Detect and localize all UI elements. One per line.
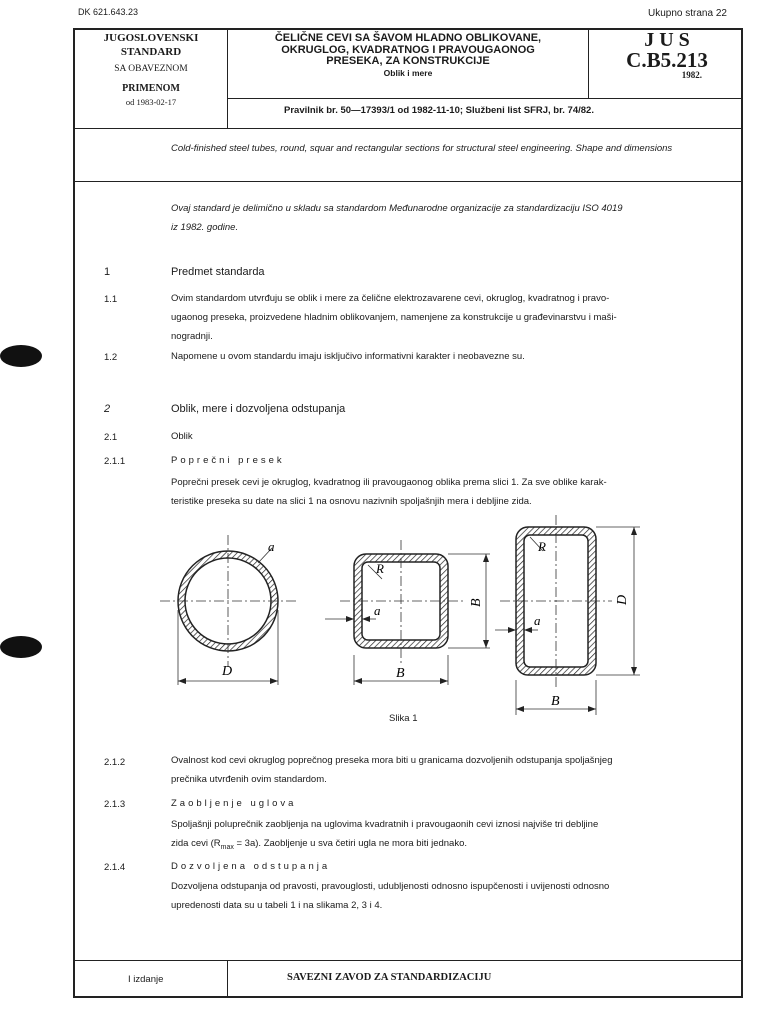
- header-left-line: JUGOSLOVENSKI: [103, 32, 199, 44]
- text-line: upredenosti data su u tabeli 1 i na slikama 2, 3 i 4.: [171, 900, 383, 911]
- footer-col-divider: [227, 960, 228, 998]
- intro-line: iz 1982. godine.: [171, 222, 239, 233]
- standard-type-block: [76, 31, 226, 109]
- text-line: Spoljašnji poluprečnik zaobljenja na uglovima kvadratnih i pravougaonih cevi iznosi najviše tri debljine: [171, 819, 599, 830]
- section-text: [171, 877, 727, 915]
- label-d-rect: D: [615, 594, 630, 605]
- section-text: [171, 751, 727, 789]
- header-left-line: SA OBAVEZNOM: [114, 64, 188, 74]
- text-line: Ovalnost kod cevi okruglog poprečnog preseka mora biti u granicama dozvoljenih odstupanja spoljašnjeg: [171, 755, 613, 766]
- subscript-max: max: [220, 843, 234, 851]
- section-title: Poprečni presek: [171, 455, 285, 466]
- section-text: [171, 473, 727, 511]
- text-line: Dozvoljena odstupanja od pravosti, pravouglosti, udubljenosti odnosno ispupčenosti i uvijenosti odnosno: [171, 881, 610, 892]
- figure-1-cross-sections: [150, 515, 660, 725]
- label-d-round: D: [222, 664, 233, 679]
- header-divider: [73, 128, 743, 129]
- section-number: 2.1: [104, 432, 118, 443]
- title-line: OKRUGLOG, KVADRATNOG I PRAVOUGAONOG: [281, 43, 535, 56]
- header-col-divider-left: [227, 28, 228, 128]
- header-mid-divider: [227, 98, 742, 99]
- text-line: prečnika utvrđenih ovim standardom.: [171, 774, 327, 785]
- text-line: teristike preseka su date na slici 1 na osnovu nazivnih spoljašnjih mera i debljine zida.: [171, 496, 532, 507]
- header-col-divider-right: [588, 28, 589, 98]
- label-r-square: R: [376, 561, 384, 576]
- header-left-line: PRIMENOM: [122, 83, 180, 94]
- punch-hole-mark: [0, 636, 42, 658]
- label-a-square: a: [374, 603, 381, 618]
- label-b-rect: B: [551, 694, 560, 709]
- english-title: Cold-finished steel tubes, round, squar and rectangular sections for structural steel engineering. Shape and dimensions: [171, 143, 673, 154]
- standard-number: C.B5.213: [626, 48, 708, 72]
- title-subtitle: Oblik i mere: [383, 67, 433, 78]
- text-line: nogradnji.: [171, 331, 213, 342]
- intro-line: Ovaj standard je delimično u skladu sa standardom Međunarodne organizacije za standardizaciju ISO 4019: [171, 203, 623, 214]
- section-number: 1.1: [104, 294, 118, 305]
- section-number: 2: [104, 403, 111, 415]
- label-a-rect: a: [534, 613, 541, 628]
- edition-label: I izdanje: [128, 974, 164, 985]
- section-number: 2.1.2: [104, 757, 126, 768]
- intro-note: [171, 199, 727, 237]
- publisher-name: SAVEZNI ZAVOD ZA STANDARDIZACIJU: [287, 972, 492, 983]
- title-line: PRESEKA, ZA KONSTRUKCIJE: [326, 55, 490, 67]
- section-title: Oblik, mere i dozvoljena odstupanja: [171, 403, 346, 415]
- header-left-line: STANDARD: [120, 46, 182, 58]
- text-line: [171, 834, 727, 857]
- header-left-date: od 1983-02-17: [125, 97, 177, 107]
- section-number: 1: [104, 266, 111, 278]
- square-tube-section: [325, 540, 490, 685]
- section-number: 2.1.4: [104, 862, 126, 873]
- standard-code-block: [592, 30, 742, 80]
- figure-caption: Slika 1: [389, 713, 418, 724]
- standard-code: J U S: [644, 29, 690, 51]
- section-title: Predmet standarda: [171, 266, 265, 278]
- label-a-round: a: [268, 539, 275, 554]
- round-tube-section: [160, 535, 296, 685]
- label-b-square-width: B: [396, 666, 405, 681]
- standard-year: 1982.: [681, 70, 702, 80]
- section-text: [171, 815, 727, 857]
- punch-hole-mark: [0, 345, 42, 367]
- text-line: Poprečni presek cevi je okruglog, kvadratnog ili pravougaonog oblika prema slici 1. Za sve oblike karak-: [171, 477, 607, 488]
- label-b-square-height: B: [469, 598, 484, 607]
- english-title-divider: [73, 181, 743, 182]
- section-number: 1.2: [104, 352, 118, 363]
- section-title: Oblik: [171, 431, 193, 442]
- text-fragment: = 3a). Zaobljenje u sva četiri ugla ne mora biti jednako.: [233, 838, 468, 849]
- document-title: [232, 33, 584, 79]
- total-pages: Ukupno strana 22: [648, 8, 727, 19]
- section-title: Dozvoljena odstupanja: [171, 861, 331, 872]
- text-line: ugaonog preseka, proizvedene hladnim oblikovanjem, namenjene za konstrukcije u građevinarstvu i maši-: [171, 312, 617, 323]
- regulation-reference: Pravilnik br. 50—17393/1 od 1982-11-10; Službeni list SFRJ, br. 74/82.: [284, 105, 594, 116]
- section-text: Napomene u ovom standardu imaju isključivo informativni karakter i neobavezne su.: [171, 351, 525, 362]
- title-line: ČELIČNE CEVI SA ŠAVOM HLADNO OBLIKOVANE,: [274, 32, 542, 44]
- text-line: Ovim standardom utvrđuju se oblik i mere za čelične elektrozavarene cevi, okruglog, kvadratnog i pravo-: [171, 293, 610, 304]
- section-number: 2.1.1: [104, 456, 126, 467]
- section-title: Zaobljenje uglova: [171, 798, 297, 809]
- rectangular-tube-section: [495, 515, 640, 715]
- footer-divider: [73, 960, 743, 961]
- section-text: [171, 289, 727, 346]
- udc-number: DK 621.643.23: [78, 7, 139, 17]
- text-fragment: zida cevi (R: [171, 838, 221, 849]
- label-r-rect: R: [538, 539, 546, 554]
- section-number: 2.1.3: [104, 799, 126, 810]
